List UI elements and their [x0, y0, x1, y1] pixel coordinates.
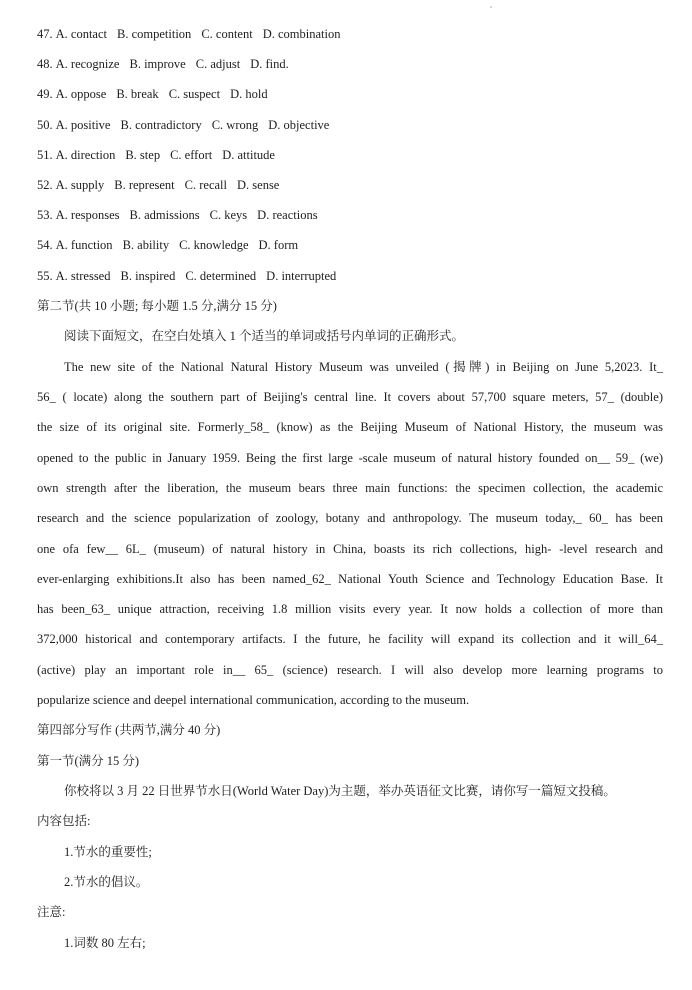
question-47	[37, 26, 350, 42]
option-d: D. combination	[262, 27, 341, 41]
option-c: C. keys	[209, 208, 248, 222]
question-number: 53.	[37, 208, 53, 222]
writing-prompt: 你校将以 3 月 22 日世界节水日(World Water Day)为主题，举办英语征文比赛，请你写一篇短文投稿。	[64, 784, 616, 798]
option-a: A. contact	[55, 27, 107, 41]
option-c: C. effort	[170, 148, 213, 162]
option-b: B. competition	[117, 27, 192, 41]
scan-speck	[490, 6, 492, 8]
passage-line: 56_ ( locate) along the southern part of Beijing's central line. It covers about 57,700 square meters, 57_ (double)	[37, 390, 663, 404]
section-heading: 第一节(满分 15 分)	[37, 754, 140, 768]
option-d: D. objective	[268, 118, 330, 132]
note-item: 1.词数 80 左右;	[64, 936, 146, 950]
passage-line: The new site of the National Natural History Museum was unveiled (揭牌) in Beijing on June 5,2023. It_	[64, 360, 663, 374]
passage-line: 372,000 historical and contemporary artifacts. I the future, he facility will expand its collection and it will_64_	[37, 632, 663, 646]
question-55	[37, 268, 346, 284]
passage-line: popularize science and deepel international communication, according to the museum.	[37, 693, 470, 707]
option-c: C. recall	[184, 178, 227, 192]
option-a: A. supply	[55, 178, 105, 192]
option-a: A. oppose	[55, 87, 107, 101]
option-d: D. form	[258, 238, 299, 252]
option-b: B. represent	[114, 178, 175, 192]
question-number: 48.	[37, 57, 53, 71]
option-b: B. step	[125, 148, 161, 162]
option-a: A. direction	[55, 148, 116, 162]
option-b: B. ability	[122, 238, 170, 252]
question-number: 49.	[37, 87, 53, 101]
option-a: A. stressed	[55, 269, 111, 283]
option-b: B. admissions	[129, 208, 200, 222]
option-b: B. contradictory	[120, 118, 202, 132]
question-53	[37, 207, 328, 223]
content-item: 1.节水的重要性;	[64, 845, 152, 859]
passage-line: own strength after the liberation, the museum bears three main functions: the specimen collection, the academic	[37, 481, 663, 495]
passage-line: (active) play an important role in__ 65_ (science) research. I will also develop more learning programs to	[37, 663, 663, 677]
option-c: C. wrong	[211, 118, 259, 132]
option-d: D. sense	[237, 178, 280, 192]
option-a: A. function	[55, 238, 113, 252]
section-heading: 第二节(共 10 小题; 每小题 1.5 分,满分 15 分)	[37, 299, 277, 313]
question-number: 52.	[37, 178, 53, 192]
part-heading: 第四部分写作 (共两节,满分 40 分)	[37, 723, 221, 737]
question-51	[37, 147, 285, 163]
option-d: D. find.	[250, 57, 289, 71]
passage-line: the size of its original site. Formerly_58_ (know) as the Beijing Museum of National History, the museum was	[37, 420, 663, 434]
option-c: C. knowledge	[179, 238, 249, 252]
question-number: 47.	[37, 27, 53, 41]
content-item: 2.节水的倡议。	[64, 875, 149, 889]
option-d: D. attitude	[222, 148, 275, 162]
notes-label: 注意:	[37, 905, 66, 919]
question-50	[37, 117, 339, 133]
question-49	[37, 86, 278, 102]
option-c: C. determined	[185, 269, 257, 283]
option-c: C. suspect	[168, 87, 221, 101]
question-number: 55.	[37, 269, 53, 283]
option-d: D. interrupted	[266, 269, 337, 283]
option-d: D. hold	[230, 87, 268, 101]
option-d: D. reactions	[257, 208, 318, 222]
passage-line: ever-enlarging exhibitions.It also has been named_62_ National Youth Science and Technology Education Base. It	[37, 572, 663, 586]
option-a: A. recognize	[55, 57, 120, 71]
passage-line: has been_63_ unique attraction, receiving 1.8 million visits every year. It now holds a collection of more than	[37, 602, 663, 616]
option-c: C. content	[201, 27, 253, 41]
passage-line: one ofa few__ 6L_ (museum) of natural history in China, boasts its rich collections, high- -level research and	[37, 542, 663, 556]
question-52	[37, 177, 289, 193]
question-48	[37, 56, 299, 72]
option-b: B. inspired	[120, 269, 176, 283]
question-number: 50.	[37, 118, 53, 132]
passage-line: research and the science popularization of zoology, botany and anthropology. The museum today,_ 60_ has been	[37, 511, 663, 525]
option-a: A. responses	[55, 208, 120, 222]
option-c: C. adjust	[195, 57, 241, 71]
question-54	[37, 237, 308, 253]
option-b: B. break	[116, 87, 159, 101]
option-a: A. positive	[55, 118, 111, 132]
section-instruction: 阅读下面短文，在空白处填入 1 个适当的单词或括号内单词的正确形式。	[64, 329, 465, 343]
content-label: 内容包括:	[37, 814, 91, 828]
question-number: 54.	[37, 238, 53, 252]
question-number: 51.	[37, 148, 53, 162]
passage-line: opened to the public in January 1959. Being the first large -scale museum of natural history founded on__ 59_ (we)	[37, 451, 663, 465]
option-b: B. improve	[129, 57, 186, 71]
